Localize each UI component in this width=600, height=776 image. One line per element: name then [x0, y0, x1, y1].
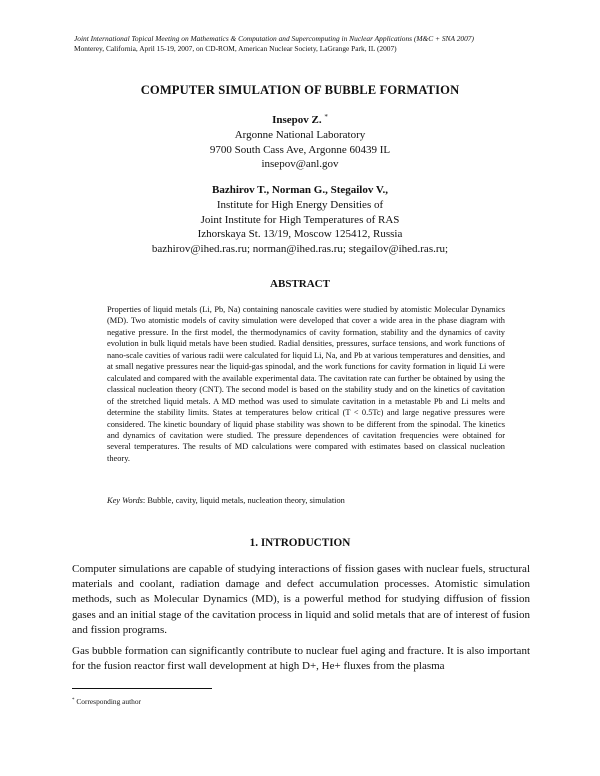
intro-paragraph-1: Computer simulations are capable of studying interactions of fission gases with nuclear fuels, structural materials and coolant, radiation damage and defect accumulation processes. Atomistic simulation methods, such as Molecular Dynamics (MD), is a powerful method for studying diffusion of fission gases and an initial stage of the cavitation process in liquid and solid metals that are of interest of fusion and fission programs. — [72, 563, 530, 636]
footnote — [72, 697, 141, 706]
author1-email: insepov@anl.gov — [261, 158, 339, 171]
section-heading-introduction: 1. INTRODUCTION — [249, 537, 351, 549]
author1-affiliation: Argonne National Laboratory — [234, 128, 366, 141]
footnote-divider — [72, 688, 212, 689]
paper-title: COMPUTER SIMULATION OF BUBBLE FORMATION — [140, 83, 460, 97]
author1-name-line — [0, 113, 600, 128]
keywords-line — [107, 496, 527, 505]
author1-address: 9700 South Cass Ave, Argonne 60439 IL — [209, 143, 391, 156]
running-header — [74, 34, 544, 54]
footnote-marker: * — [72, 698, 75, 703]
intro-paragraph-2: Gas bubble formation can significantly contribute to nuclear fuel aging and fracture. It is also important for the fusion reactor first wall development at high D+, He+ fluxes from the plasma — [72, 645, 530, 673]
footnote-text: Corresponding author — [76, 697, 142, 706]
header-location-line: Monterey, California, April 15-19, 2007, on CD-ROM, American Nuclear Society, LaGrange Park, IL (2007) — [74, 44, 397, 53]
header-conference-line: Joint International Topical Meeting on Mathematics & Computation and Supercomputing in Nuclear Applications (M&C + SNA 2007) — [74, 34, 474, 43]
keywords-label: Key Words — [107, 496, 143, 505]
abstract-heading: ABSTRACT — [270, 278, 330, 290]
author2-address: Izhorskaya St. 13/19, Moscow 125412, Russia — [197, 228, 403, 241]
author-block-2 — [0, 183, 600, 257]
author2-affiliation-2: Joint Institute for High Temperatures of RAS — [200, 213, 400, 226]
keywords-list: : Bubble, cavity, liquid metals, nucleation theory, simulation — [142, 496, 345, 505]
author-block-1 — [0, 113, 600, 172]
abstract-text: Properties of liquid metals (Li, Pb, Na) containing nanoscale cavities were studied by atomistic Molecular Dynamics (MD). Two atomistic models of cavity simulation were developed that cover a wide area in the phase diagram with negative pressure. In the first model, the thermodynamics of cavity formation, stability and the dynamics of cavity evolution in bulk liquid metals have been studied. Radial densities, pressures, surface tensions, and work functions of nano-scale cavities of various radii were calculated for liquid Li, Na, and Pb at various temperatures and densities, and at small negative pressures near the liquid-gas spinodal, and the work functions for cavity formation in liquid Li were calculated and compared with the available experimental data. The cavitation rate can further be obtained by using the classical nucleation theory (CNT). The second model is based on the stability study and on the kinetics of cavitation of the stretched liquid metals. A MD method was used to simulate cavitation in a metastable Pb and Li melts and determine the stability limits. States at temperatures below critical (T < 0.5Tc) and large negative pressures were considered. The kinetic boundary of liquid phase stability was shown to be different from the spinodal. The kinetics and dynamics of cavitation were studied. The pressure dependences of cavitation frequencies were obtained for several temperatures. The results of MD calculations were compared with estimates based on classical nucleation theory. — [107, 305, 505, 463]
author1-name: Insepov Z. — [272, 114, 322, 126]
author2-emails: bazhirov@ihed.ras.ru; norman@ihed.ras.ru; stegailov@ihed.ras.ru; — [151, 243, 449, 256]
author1-footnote-marker: * — [324, 113, 328, 121]
author2-names: Bazhirov T., Norman G., Stegailov V., — [212, 184, 388, 196]
author2-affiliation-1: Institute for High Energy Densities of — [216, 198, 384, 211]
